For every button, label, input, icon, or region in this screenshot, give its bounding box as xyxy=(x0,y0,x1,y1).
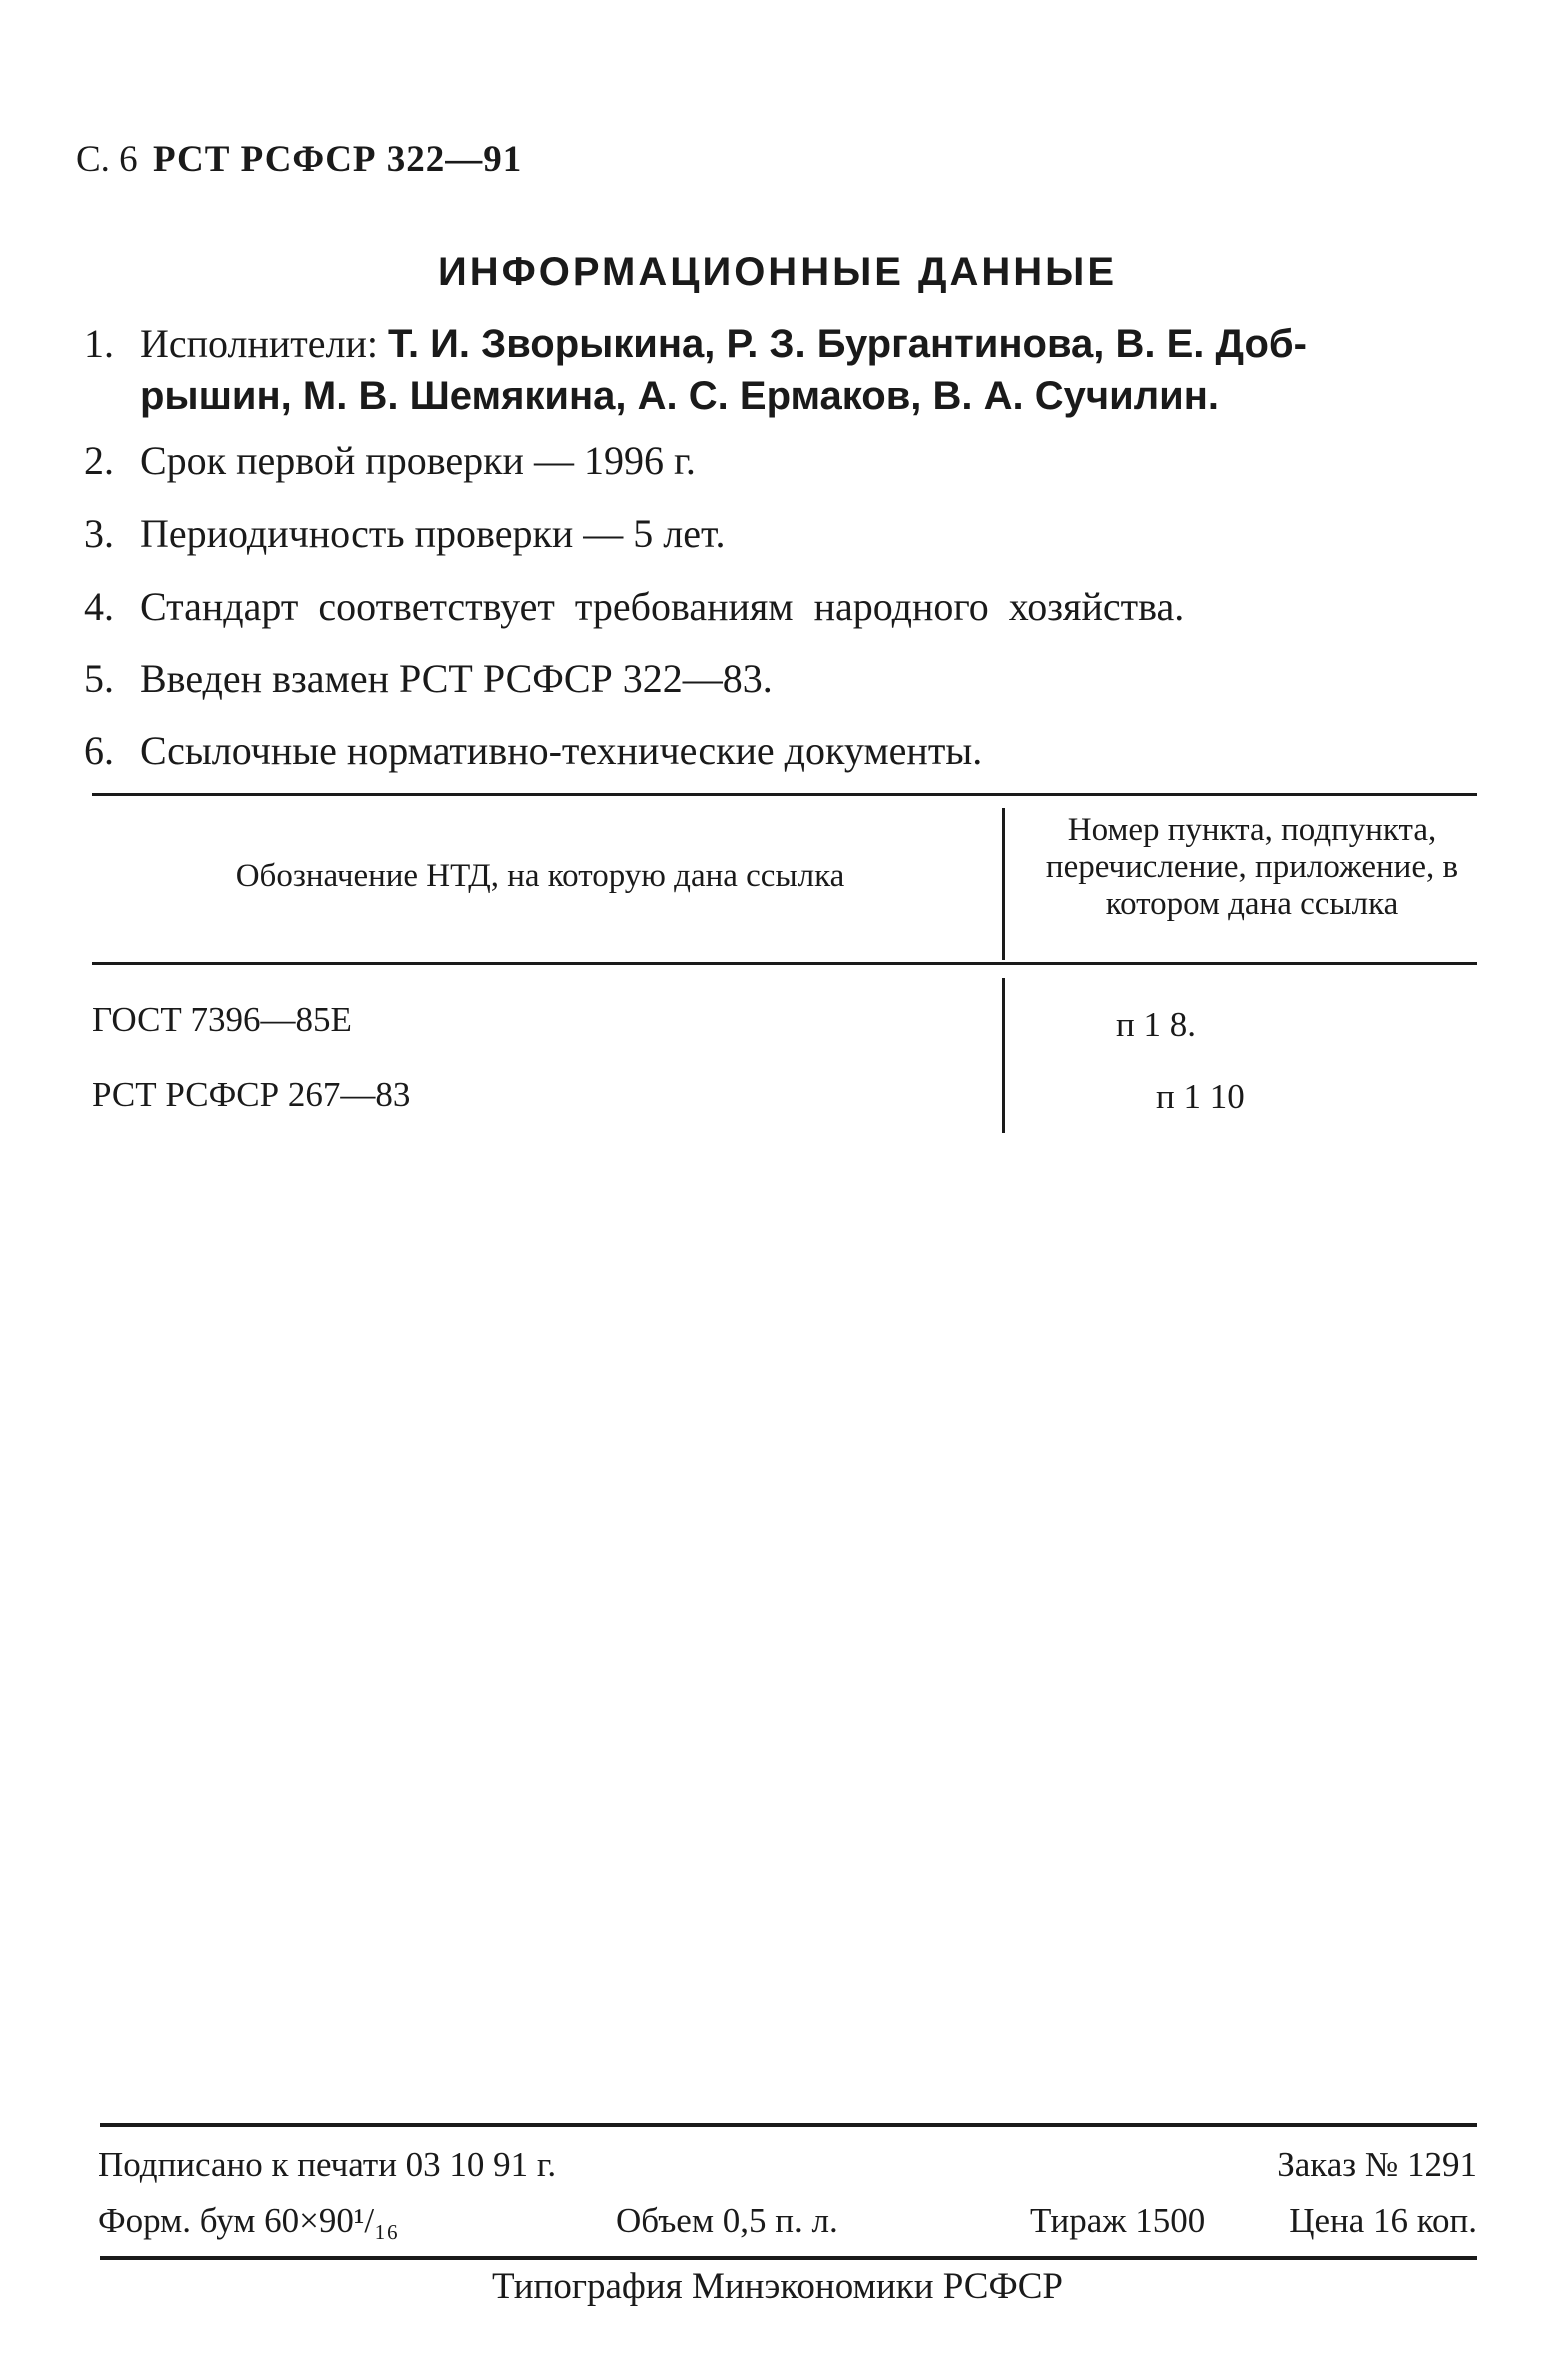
table-header-document: Обозначение НТД, на которую дана ссылка xyxy=(235,858,845,894)
item-number: 2. xyxy=(84,438,114,483)
table-header-rule xyxy=(92,962,1477,965)
list-item-6 xyxy=(84,725,982,777)
executors-names: Т. И. Зворыкина, Р. З. Бургантинова, В. Е. Доб- xyxy=(388,322,1307,366)
item-number: 1. xyxy=(84,321,114,366)
table-cell-document: РСТ РСФСР 267—83 xyxy=(92,1075,411,1114)
item-text: Периодичность проверки — 5 лет. xyxy=(140,511,726,556)
list-item-3 xyxy=(84,508,726,560)
standard-code: РСТ РСФСР 322—91 xyxy=(152,139,523,180)
item-text: Ссылочные нормативно-технические документы. xyxy=(140,728,983,773)
imprint-format: Форм. бум 60×90¹/₁₆ xyxy=(98,2201,399,2240)
imprint-circulation: Тираж 1500 xyxy=(1030,2201,1206,2240)
list-item-2 xyxy=(84,435,696,487)
item-text: Срок первой проверки — 1996 г. xyxy=(140,438,696,483)
imprint-order: Заказ № 1291 xyxy=(1277,2145,1477,2184)
item-number: 3. xyxy=(84,511,114,556)
executors-label: Исполнители: xyxy=(140,321,379,366)
item-number: 6. xyxy=(84,728,114,773)
imprint-bottom-rule xyxy=(100,2256,1477,2260)
table-cell-reference: п 1 10 xyxy=(1156,1077,1245,1116)
imprint-price: Цена 16 коп. xyxy=(1289,2201,1477,2240)
table-header-divider xyxy=(1002,808,1005,960)
table-body-divider xyxy=(1002,978,1005,1133)
page-number: С. 6 xyxy=(76,139,138,180)
imprint-top-rule xyxy=(100,2123,1477,2127)
item-text: Введен взамен РСТ РСФСР 322—83. xyxy=(140,656,773,701)
table-cell-reference: п 1 8. xyxy=(1116,1005,1196,1044)
list-item-4 xyxy=(84,581,1184,633)
item-text: Стандарт соответствует требованиям народного хозяйства. xyxy=(140,584,1185,629)
table-top-rule xyxy=(92,793,1477,796)
imprint-signed: Подписано к печати 03 10 91 г. xyxy=(98,2145,557,2184)
section-title: ИНФОРМАЦИОННЫЕ ДАННЫЕ xyxy=(437,250,1118,294)
table-header-reference: Номер пункта, подпункта, перечисление, приложение, в котором дана ссылка xyxy=(1045,812,1459,922)
executors-names-continued: рышин, М. В. Шемякина, А. С. Ермаков, В. А. Сучилин. xyxy=(140,374,1219,418)
list-item-1 xyxy=(84,318,1307,370)
imprint-volume: Объем 0,5 п. л. xyxy=(616,2201,838,2240)
page-header xyxy=(76,138,522,181)
item-number: 5. xyxy=(84,656,114,701)
table-cell-document: ГОСТ 7396—85Е xyxy=(92,1000,352,1039)
imprint-printer: Типография Минэкономики РСФСР xyxy=(492,2266,1063,2307)
list-item-5 xyxy=(84,653,773,705)
item-number: 4. xyxy=(84,584,114,629)
